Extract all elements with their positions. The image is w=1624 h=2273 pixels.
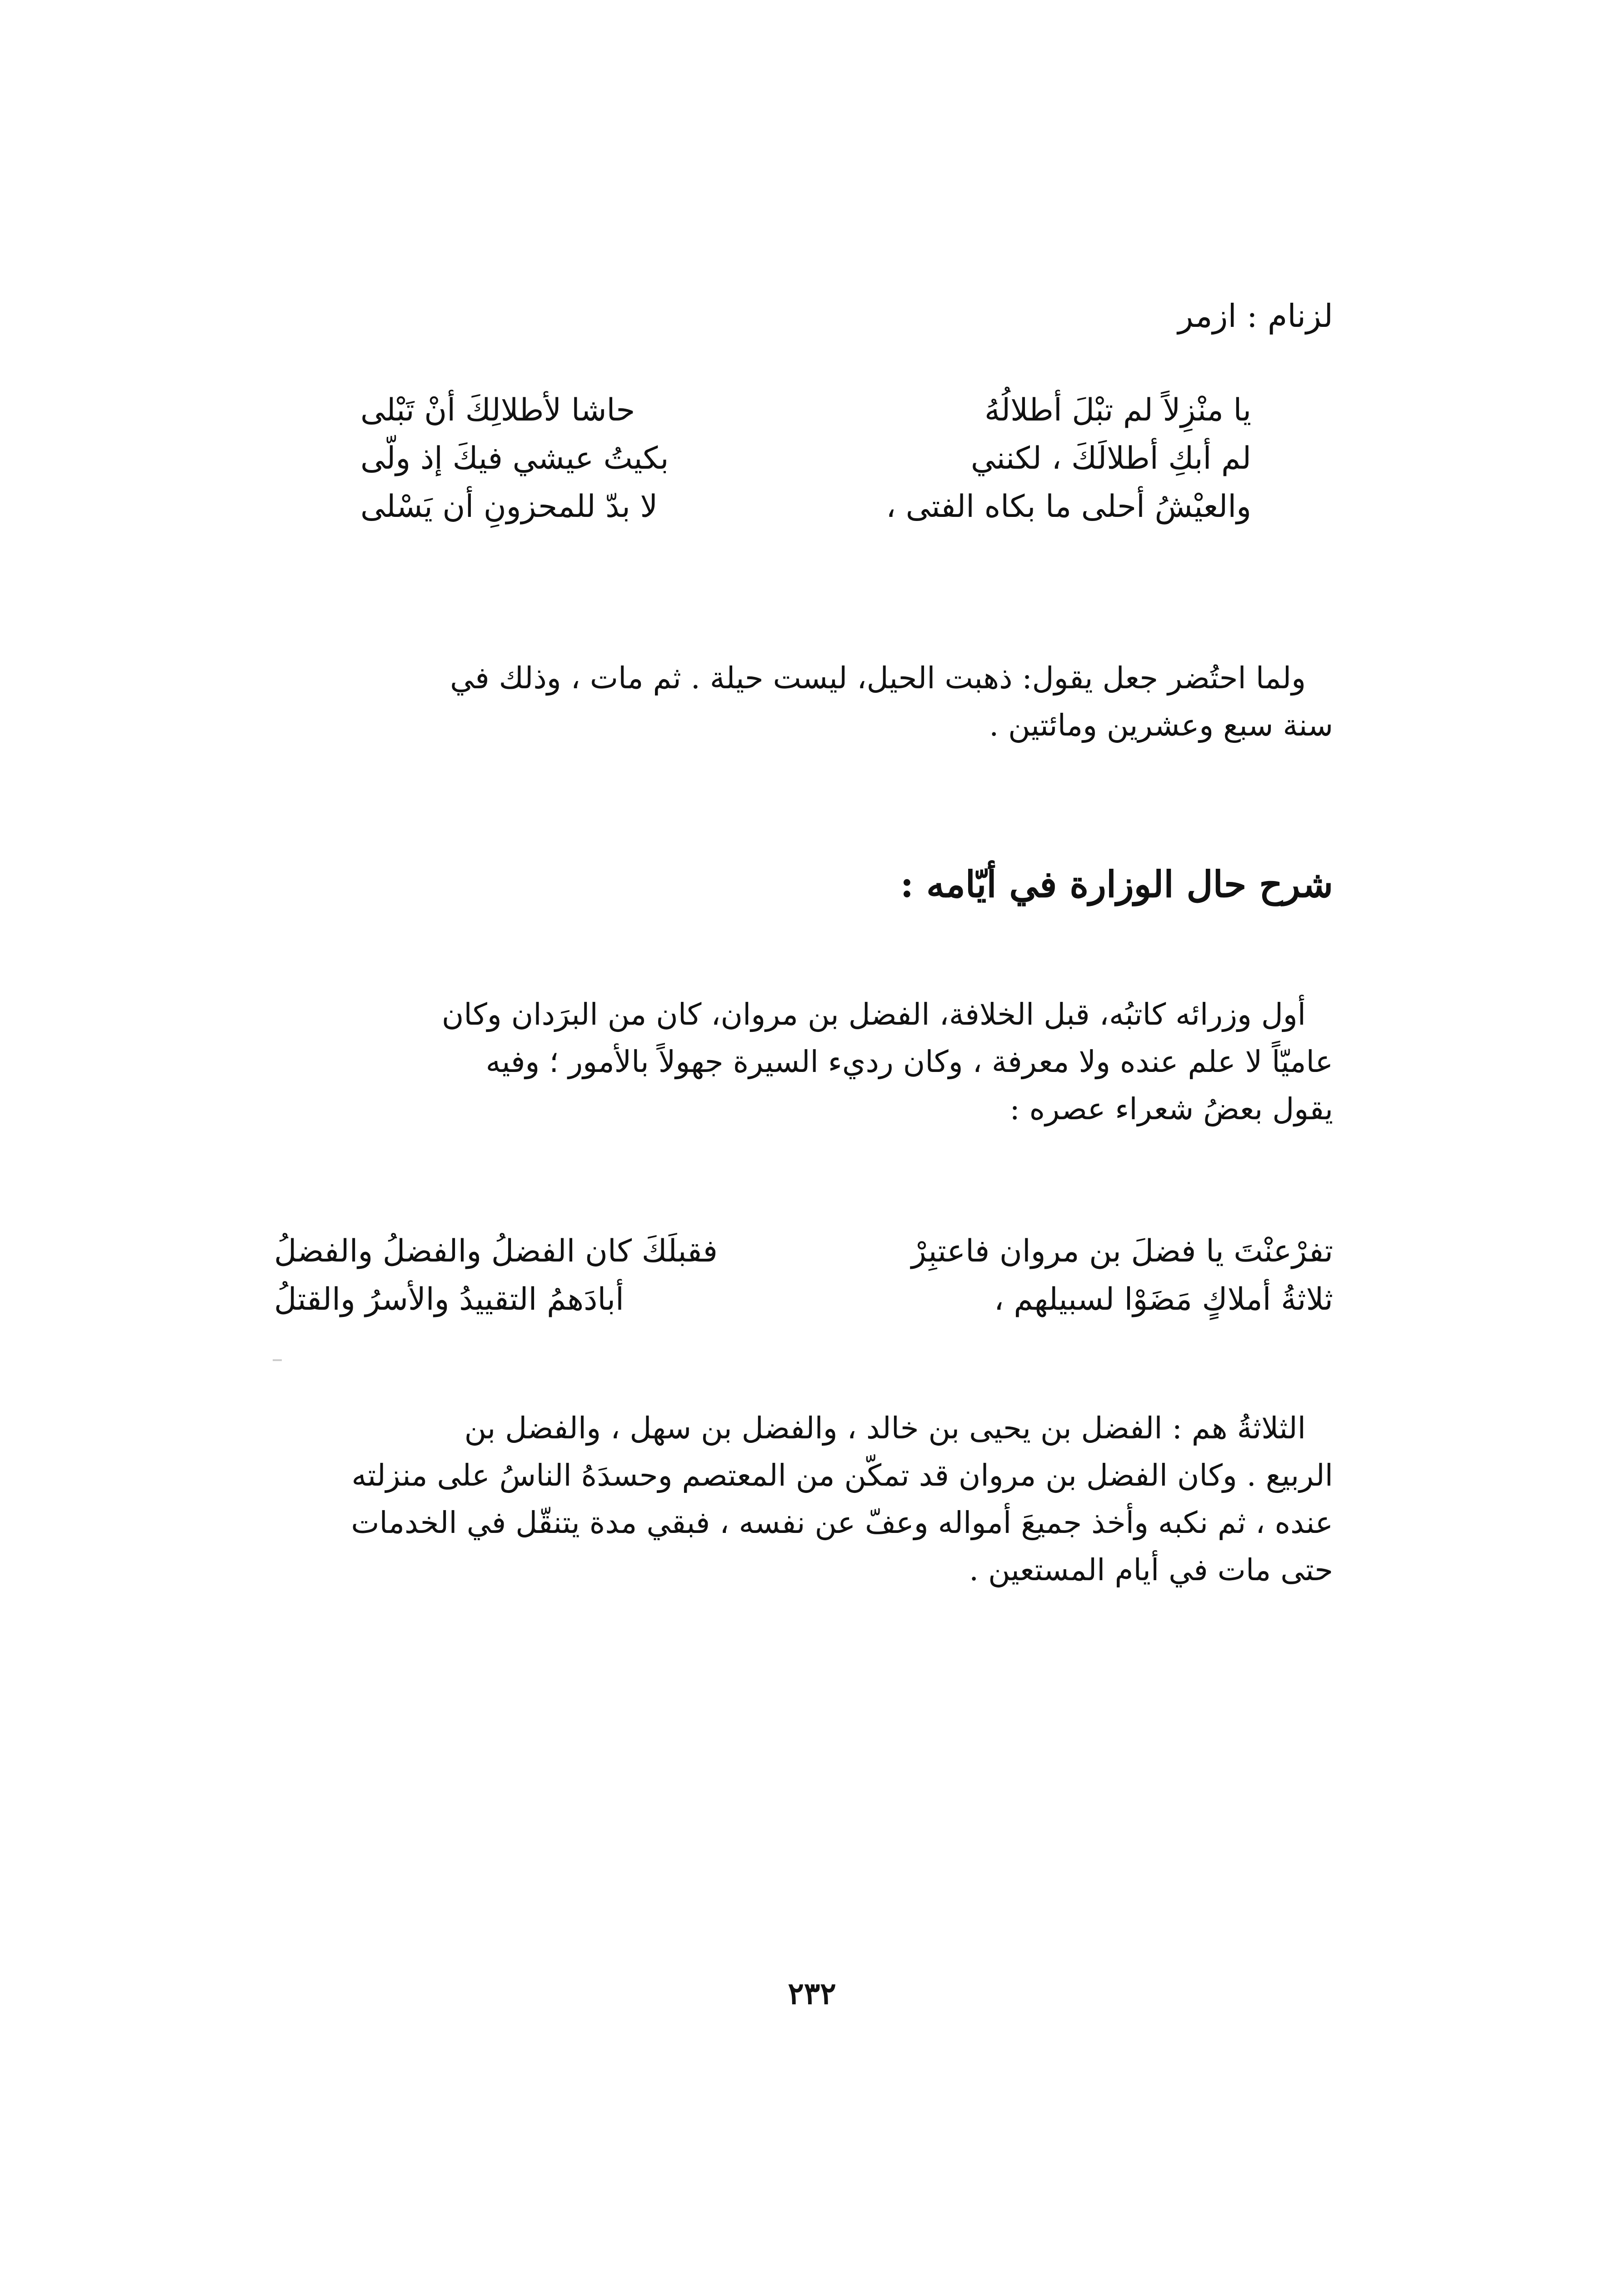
verse-first-hemistich: لم أبكِ أطلالَكَ ، لكنني xyxy=(970,441,1251,476)
paragraph-line: أول وزرائه كاتبُه، قبل الخلافة، الفضل بن مروان، كان من البرَدان وكان xyxy=(441,997,1306,1032)
verse-line xyxy=(360,483,1251,531)
verse-line xyxy=(360,435,1251,483)
verse-line xyxy=(274,1276,1333,1324)
verse-line xyxy=(274,1227,1333,1276)
poem-attribution: لزنام : ازمر xyxy=(1178,297,1333,335)
verse-second-hemistich: لا بدّ للمحزونِ أن يَسْلى xyxy=(360,489,658,525)
paragraph-line: عاميّاً لا علم عنده ولا معرفة ، وكان رديء السيرة جهولاً بالأمور ؛ وفيه xyxy=(485,1044,1333,1079)
paragraph-line: الثلاثةُ هم : الفضل بن يحيى بن خالد ، والفضل بن سهل ، والفضل بن xyxy=(464,1411,1306,1446)
poem-first xyxy=(360,386,1251,531)
verse-first-hemistich: يا منْزِلاً لم تبْلَ أطلالُهُ xyxy=(984,392,1251,428)
verse-second-hemistich: فقبلَكَ كان الفضلُ والفضلُ والفضلُ xyxy=(274,1233,718,1269)
three-fadls-paragraph xyxy=(274,1405,1333,1594)
paragraph-line: الربيع . وكان الفضل بن مروان قد تمكّن من المعتصم وحسدَهُ الناسُ على منزلته xyxy=(351,1458,1333,1493)
ministers-paragraph xyxy=(274,991,1333,1133)
verse-second-hemistich: بكيتُ عيشي فيكَ إذ ولّى xyxy=(360,441,669,476)
verse-first-hemistich: ثلاثةُ أملاكٍ مَضَوْا لسبيلهم ، xyxy=(994,1282,1333,1317)
paragraph-line: حتى مات في أيام المستعين . xyxy=(969,1552,1333,1587)
poem-second xyxy=(274,1227,1333,1324)
death-paragraph xyxy=(274,655,1333,749)
margin-mark xyxy=(273,1359,282,1361)
paragraph-line: يقول بعضُ شعراء عصره : xyxy=(1009,1091,1333,1126)
verse-first-hemistich: تفرْعنْتَ يا فضلَ بن مروان فاعتبِرْ xyxy=(911,1233,1333,1269)
verse-first-hemistich: والعيْشُ أحلى ما بكاه الفتى ، xyxy=(886,489,1251,525)
paragraph-line: عنده ، ثم نكبه وأخذ جميعَ أمواله وعفّ عن نفسه ، فبقي مدة يتنقّل في الخدمات xyxy=(351,1505,1333,1540)
section-heading: شرح حال الوزارة في أيّامه : xyxy=(900,863,1333,906)
paragraph-line: ولما احتُضر جعل يقول: ذهبت الحيل، ليست حيلة . ثم مات ، وذلك في xyxy=(450,661,1306,696)
verse-second-hemistich: أبادَهمُ التقييدُ والأسرُ والقتلُ xyxy=(274,1282,624,1317)
verse-second-hemistich: حاشا لأطلالِكَ أنْ تَبْلى xyxy=(360,392,635,428)
page-number: ٢٣٢ xyxy=(788,1976,836,2011)
paragraph-line: سنة سبع وعشرين ومائتين . xyxy=(989,708,1333,743)
verse-line xyxy=(360,386,1251,435)
